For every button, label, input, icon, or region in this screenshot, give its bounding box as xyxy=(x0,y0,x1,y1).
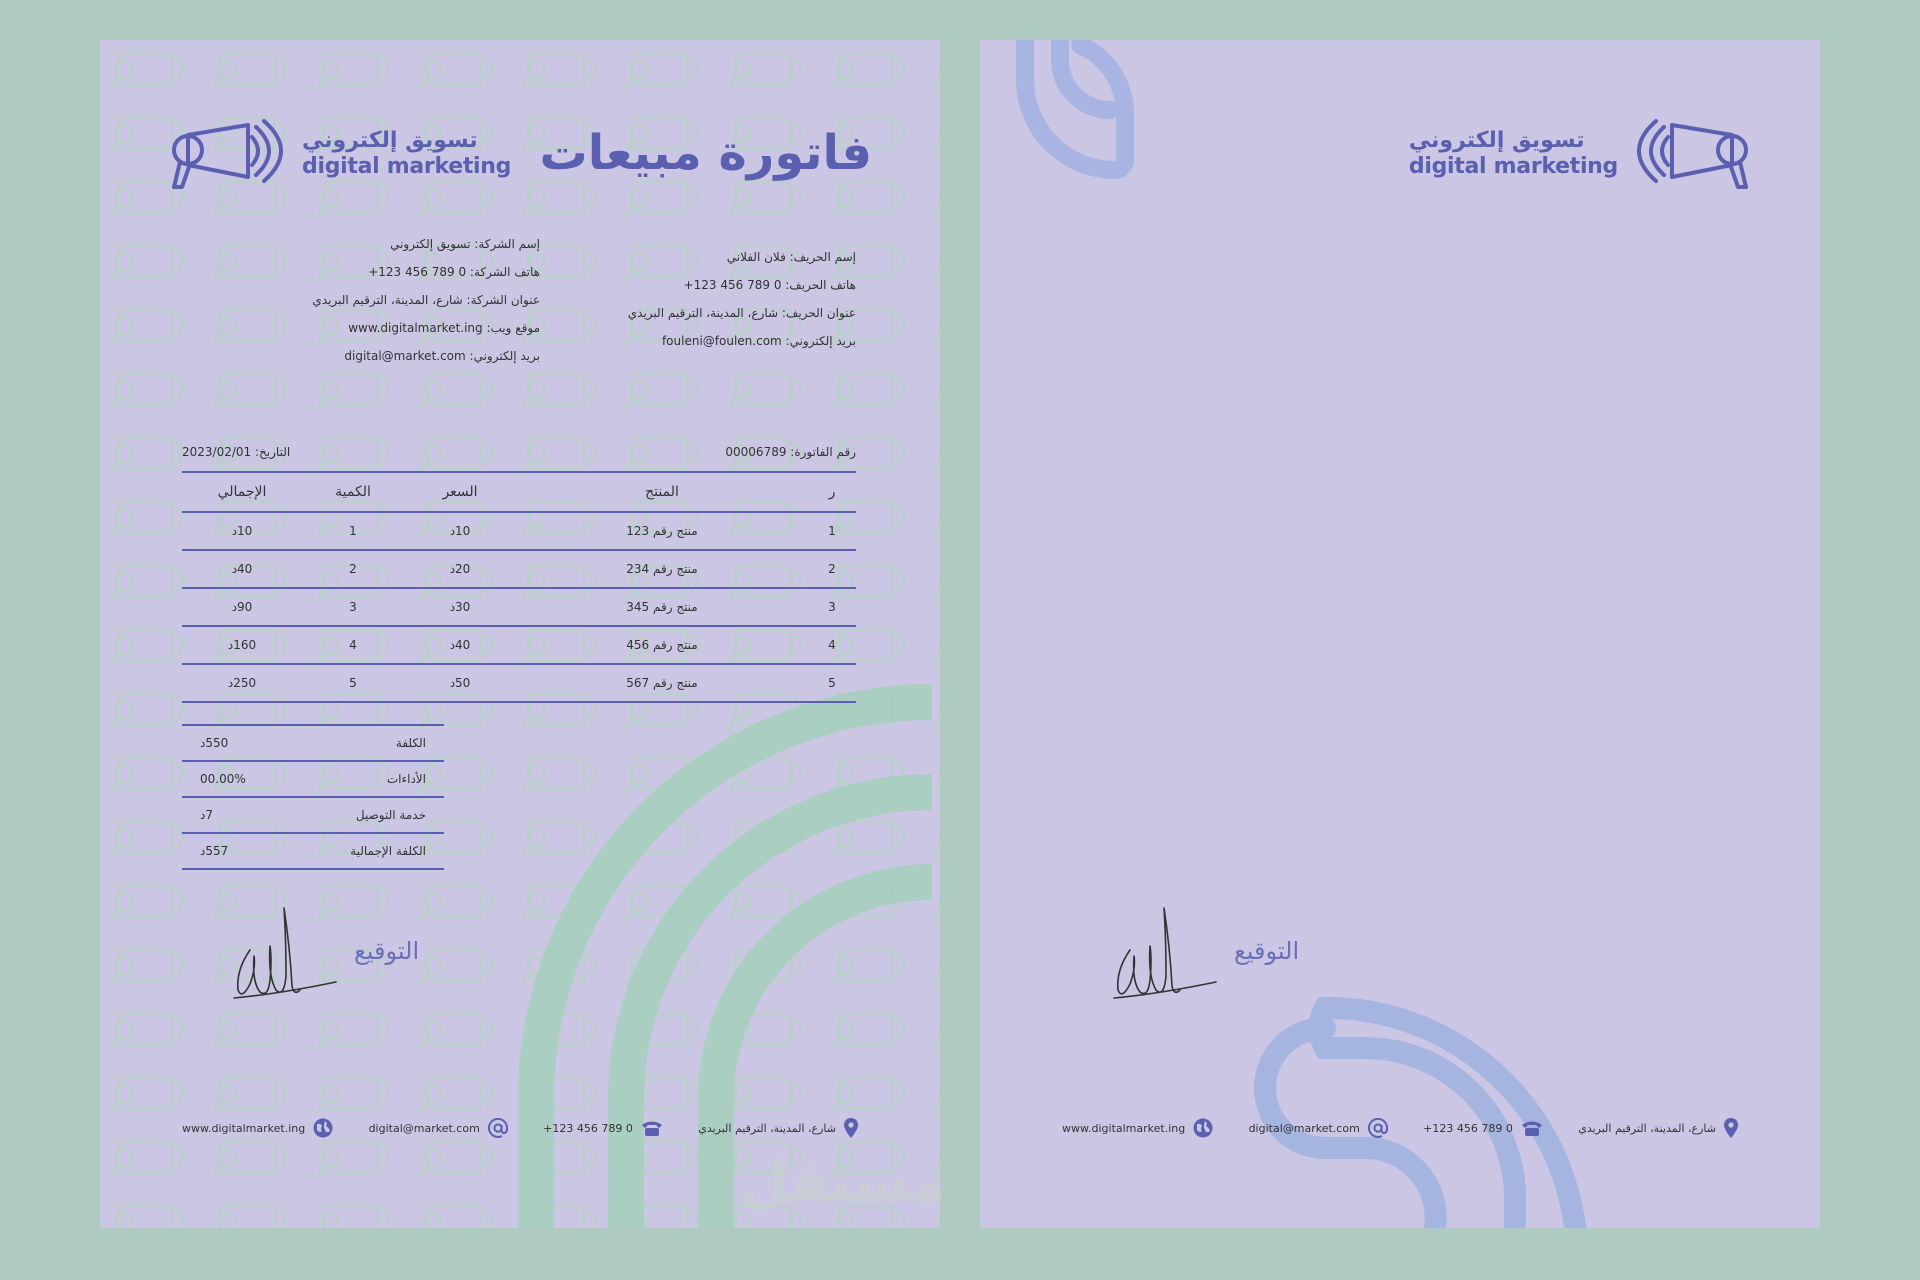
company-address: عنوان الشركة: شارع، المدينة، الترقيم البريدي xyxy=(312,293,540,307)
table-row xyxy=(182,512,856,550)
cell-price: 20د xyxy=(404,550,516,588)
footer-phone-text: 0 789 456 123+ xyxy=(543,1121,633,1135)
cell-total: 250د xyxy=(182,664,302,702)
footer-website xyxy=(1062,1118,1213,1138)
client-phone: هاتف الحريف: 0 789 456 123+ xyxy=(683,278,856,292)
totals-row xyxy=(182,797,444,833)
signature-block xyxy=(228,898,419,1004)
totals-value: 7د xyxy=(182,797,293,833)
cell-index: 2 xyxy=(808,550,856,588)
at-sign-icon xyxy=(488,1118,508,1138)
invoice-number: رقم الفاتورة: 00006789 xyxy=(725,445,856,459)
footer-address-text: شارع، المدينة، الترقيم البريدي xyxy=(1578,1121,1716,1135)
brand-logo xyxy=(164,118,511,190)
location-pin-icon xyxy=(1724,1118,1738,1138)
megaphone-icon xyxy=(1632,117,1756,191)
cell-price: 50د xyxy=(404,664,516,702)
totals-label: الكلفة الإجمالية xyxy=(293,833,444,869)
cell-quantity: 2 xyxy=(302,550,404,588)
table-row xyxy=(182,550,856,588)
company-email: بريد إلكتروني: digital@market.com xyxy=(344,349,540,363)
company-website: موقع ويب: www.digitalmarket.ing xyxy=(348,321,540,335)
letterhead-page xyxy=(980,40,1820,1228)
location-pin-icon xyxy=(844,1118,858,1138)
cell-product: منتج رقم 123 xyxy=(516,512,808,550)
footer-address xyxy=(698,1118,858,1138)
cell-price: 40د xyxy=(404,626,516,664)
col-header-quantity: الكمية xyxy=(302,472,404,512)
brand-name-english: digital marketing xyxy=(302,154,512,179)
footer-email-text: digital@market.com xyxy=(368,1121,480,1135)
cell-quantity: 4 xyxy=(302,626,404,664)
brand-name-arabic: تسويق إلكتروني xyxy=(1408,128,1585,153)
cell-quantity: 5 xyxy=(302,664,404,702)
totals-row xyxy=(182,725,444,761)
cell-index: 3 xyxy=(808,588,856,626)
cell-index: 5 xyxy=(808,664,856,702)
cell-total: 40د xyxy=(182,550,302,588)
brand-name-arabic: تسويق إلكتروني xyxy=(302,128,478,153)
cell-product: منتج رقم 567 xyxy=(516,664,808,702)
client-info xyxy=(628,243,856,355)
cell-quantity: 1 xyxy=(302,512,404,550)
globe-icon xyxy=(1193,1118,1213,1138)
footer-email xyxy=(1249,1118,1388,1138)
signature-label: التوقيع xyxy=(1234,937,1300,965)
col-header-price: السعر xyxy=(404,472,516,512)
cell-index: 4 xyxy=(808,626,856,664)
footer-address xyxy=(1578,1118,1738,1138)
totals-value: 00.00% xyxy=(182,761,293,797)
footer-website-text: www.digitalmarket.ing xyxy=(182,1121,306,1135)
footer-website-text: www.digitalmarket.ing xyxy=(1062,1121,1186,1135)
footer-address-text: شارع، المدينة، الترقيم البريدي xyxy=(698,1121,836,1135)
items-table xyxy=(182,471,856,703)
totals-label: الأداءات xyxy=(293,761,444,797)
footer-phone xyxy=(1423,1119,1543,1137)
footer-phone-text: 0 789 456 123+ xyxy=(1423,1121,1513,1135)
cell-price: 30د xyxy=(404,588,516,626)
client-address: عنوان الحريف: شارع، المدينة، الترقيم البريدي xyxy=(627,306,856,320)
totals-value: 550د xyxy=(182,725,293,761)
invoice-title: فاتورة مبيعات xyxy=(539,125,872,181)
signature-scribble xyxy=(228,898,340,1004)
totals-row xyxy=(182,761,444,797)
cell-product: منتج رقم 234 xyxy=(516,550,808,588)
signature-label: التوقيع xyxy=(354,937,420,965)
totals-row xyxy=(182,833,444,869)
table-row xyxy=(182,664,856,702)
col-header-product: المنتج xyxy=(516,472,808,512)
footer-email xyxy=(369,1118,508,1138)
cell-product: منتج رقم 345 xyxy=(516,588,808,626)
client-name: إسم الحريف: فلان الفلاني xyxy=(726,250,856,264)
totals-label: الكلفة xyxy=(293,725,444,761)
megaphone-icon xyxy=(164,117,288,191)
cell-total: 160د xyxy=(182,626,302,664)
invoice-footer xyxy=(182,1118,858,1138)
cell-quantity: 3 xyxy=(302,588,404,626)
totals-label: خدمة التوصيل xyxy=(293,797,444,833)
globe-icon xyxy=(313,1118,333,1138)
cell-total: 90د xyxy=(182,588,302,626)
footer-phone xyxy=(543,1119,663,1137)
invoice-page xyxy=(100,40,940,1228)
col-header-total: الإجمالي xyxy=(182,472,302,512)
company-phone: هاتف الشركة: 0 789 456 123+ xyxy=(368,265,540,279)
items-table-header xyxy=(182,472,856,512)
table-row xyxy=(182,588,856,626)
at-sign-icon xyxy=(1368,1118,1388,1138)
cell-index: 1 xyxy=(808,512,856,550)
phone-icon xyxy=(1521,1119,1543,1137)
brand-name-english: digital marketing xyxy=(1408,154,1618,179)
cell-price: 10د xyxy=(404,512,516,550)
company-info xyxy=(312,230,540,370)
client-email: بريد إلكتروني: fouleni@foulen.com xyxy=(661,334,856,348)
col-header-index: ر xyxy=(808,472,856,512)
footer-website xyxy=(182,1118,333,1138)
brand-logo xyxy=(1409,118,1756,190)
cell-total: 10د xyxy=(182,512,302,550)
table-row xyxy=(182,626,856,664)
letterhead-footer xyxy=(1062,1118,1738,1138)
cell-product: منتج رقم 456 xyxy=(516,626,808,664)
signature-scribble xyxy=(1108,898,1220,1004)
watermark: مستقل xyxy=(740,1150,945,1215)
signature-block xyxy=(1108,898,1299,1004)
decorative-arcs xyxy=(980,40,1820,1228)
totals-value: 557د xyxy=(182,833,293,869)
footer-email-text: digital@market.com xyxy=(1248,1121,1360,1135)
totals-table xyxy=(182,724,444,870)
company-name: إسم الشركة: تسويق إلكتروني xyxy=(390,237,540,251)
invoice-date: التاريخ: 2023/02/01 xyxy=(182,445,291,459)
phone-icon xyxy=(641,1119,663,1137)
